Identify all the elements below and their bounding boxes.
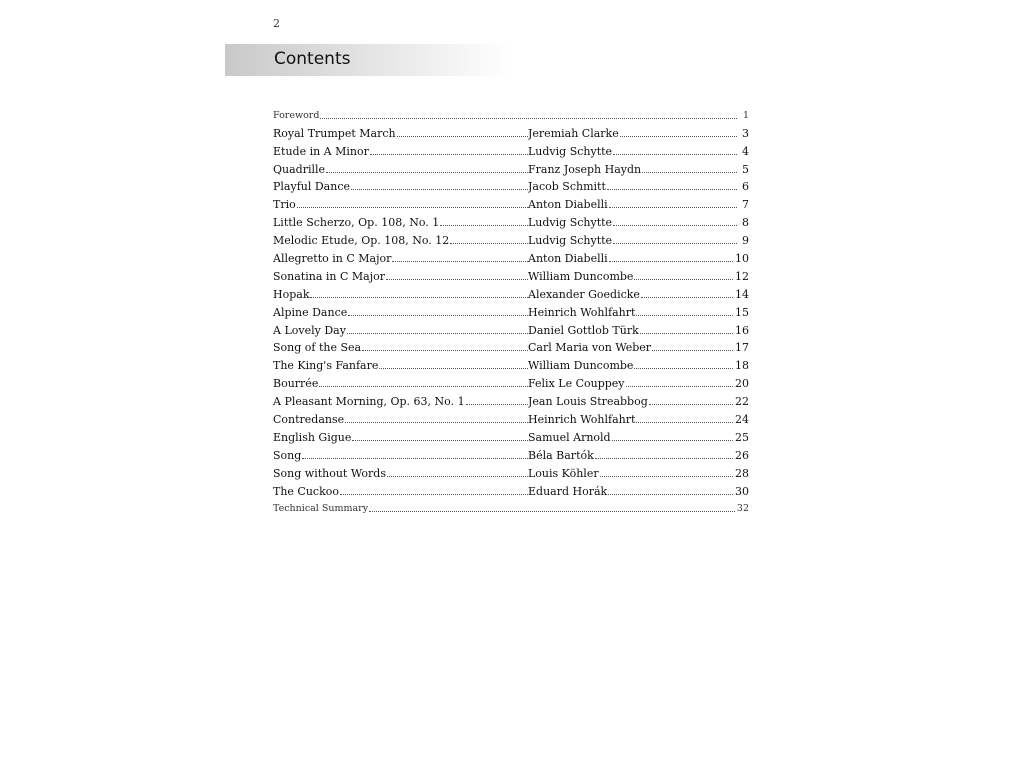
page-ref: 24	[735, 413, 749, 427]
leader-dots	[392, 260, 528, 262]
piece-title: Quadrille	[273, 162, 326, 176]
page-number: 2	[273, 17, 280, 30]
leader-dots	[297, 206, 528, 208]
page-ref: 17	[735, 341, 749, 355]
page-ref: 5	[742, 162, 749, 176]
toc-title-cell	[273, 288, 528, 301]
toc-composer-cell	[528, 431, 749, 444]
toc-composer-cell	[528, 324, 749, 337]
page-ref: 12	[735, 269, 749, 283]
toc-composer-cell	[528, 127, 749, 140]
leader-dots	[642, 171, 737, 173]
toc-row	[273, 247, 749, 265]
toc-composer-cell	[528, 288, 749, 301]
toc-row-technical-summary	[273, 498, 749, 516]
toc-title-cell	[273, 467, 528, 480]
page-ref: 10	[735, 252, 749, 266]
leader-dots	[319, 385, 528, 387]
leader-dots	[386, 278, 528, 280]
toc-title-cell	[273, 270, 528, 283]
leader-dots	[613, 153, 737, 155]
toc-row	[273, 193, 749, 211]
leader-dots	[608, 493, 733, 495]
leader-dots	[387, 475, 528, 477]
toc-row	[273, 390, 749, 408]
toc-title-cell	[273, 306, 528, 319]
leader-dots	[302, 457, 528, 459]
page-ref: 14	[735, 287, 749, 301]
page-ref: 18	[735, 359, 749, 373]
page-ref: 28	[735, 466, 749, 480]
toc-title-cell	[273, 234, 528, 247]
toc-title-cell	[273, 145, 528, 158]
piece-title: Sonatina in C Major	[273, 269, 386, 283]
toc-row	[273, 426, 749, 444]
toc-composer-cell	[528, 413, 749, 426]
leader-dots	[348, 314, 528, 316]
piece-title: Song of the Sea	[273, 341, 362, 355]
foreword-page: 1	[742, 109, 749, 121]
toc-title-cell	[273, 216, 528, 229]
table-of-contents	[273, 104, 749, 515]
leader-dots	[362, 349, 528, 351]
toc-composer-cell	[528, 198, 749, 211]
leader-dots	[450, 242, 528, 244]
toc-composer-cell	[528, 145, 749, 158]
composer-name: Ludvig Schytte	[528, 144, 613, 158]
toc-composer-cell	[528, 180, 749, 193]
toc-row	[273, 283, 749, 301]
toc-composer-cell	[528, 449, 749, 462]
composer-name: Franz Joseph Haydn	[528, 162, 642, 176]
toc-row-foreword	[273, 104, 749, 122]
leader-dots	[634, 278, 733, 280]
composer-name: William Duncombe	[528, 359, 634, 373]
composer-name: Jeremiah Clarke	[528, 126, 619, 140]
toc-title-cell	[273, 377, 528, 390]
technical-summary-label: Technical Summary	[273, 503, 369, 515]
composer-name: Carl Maria von Weber	[528, 341, 652, 355]
composer-name: Heinrich Wohlfahrt	[528, 413, 636, 427]
page-title: Contents	[274, 49, 351, 69]
page-ref: 7	[742, 198, 749, 212]
toc-row	[273, 122, 749, 140]
leader-dots	[609, 260, 733, 262]
toc-composer-cell	[528, 359, 749, 372]
toc-title-cell	[273, 395, 528, 408]
toc-title-cell	[273, 431, 528, 444]
toc-composer-cell	[528, 252, 749, 265]
toc-row	[273, 480, 749, 498]
toc-row	[273, 444, 749, 462]
piece-title: Allegretto in C Major	[273, 252, 392, 266]
foreword-label: Foreword	[273, 109, 320, 121]
toc-title-cell	[273, 485, 528, 498]
toc-cell	[273, 109, 749, 122]
page-ref: 3	[742, 126, 749, 140]
leader-dots	[636, 314, 733, 316]
toc-composer-cell	[528, 341, 749, 354]
leader-dots	[641, 296, 733, 298]
leader-dots	[440, 224, 528, 226]
leader-dots	[466, 403, 528, 405]
toc-row	[273, 211, 749, 229]
page-ref: 20	[735, 377, 749, 391]
piece-title: Song without Words	[273, 466, 386, 480]
leader-dots	[600, 475, 733, 477]
leader-dots	[613, 224, 737, 226]
composer-name: Ludvig Schytte	[528, 216, 613, 230]
toc-composer-cell	[528, 234, 749, 247]
composer-name: Jacob Schmitt	[528, 180, 606, 194]
toc-row	[273, 176, 749, 194]
composer-name: Louis Köhler	[528, 466, 599, 480]
toc-row	[273, 354, 749, 372]
piece-title: Etude in A Minor	[273, 144, 369, 158]
page-ref: 6	[742, 180, 749, 194]
piece-title: English Gigue	[273, 430, 352, 444]
title-band	[225, 44, 510, 76]
toc-row	[273, 140, 749, 158]
leader-dots	[595, 457, 733, 459]
page-ref: 26	[735, 448, 749, 462]
piece-title: Bourrée	[273, 377, 319, 391]
piece-title: Trio	[273, 198, 296, 212]
leader-dots	[397, 135, 528, 137]
page-ref: 22	[735, 395, 749, 409]
piece-title: Hopak	[273, 287, 310, 301]
piece-title: Contredanse	[273, 413, 345, 427]
piece-title: The King's Fanfare	[273, 359, 379, 373]
leader-dots	[352, 439, 528, 441]
composer-name: Heinrich Wohlfahrt	[528, 305, 636, 319]
toc-row	[273, 408, 749, 426]
toc-row	[273, 229, 749, 247]
leader-dots	[640, 332, 733, 334]
piece-title: A Pleasant Morning, Op. 63, No. 1	[273, 395, 465, 409]
page-ref: 15	[735, 305, 749, 319]
toc-row	[273, 372, 749, 390]
composer-name: Béla Bartók	[528, 448, 594, 462]
leader-dots	[609, 206, 737, 208]
composer-name: Daniel Gottlob Türk	[528, 323, 639, 337]
composer-name: Jean Louis Streabbog	[528, 395, 648, 409]
leader-dots	[636, 421, 733, 423]
leader-dots	[370, 153, 528, 155]
toc-row	[273, 337, 749, 355]
composer-name: Anton Diabelli	[528, 252, 608, 266]
composer-name: William Duncombe	[528, 269, 634, 283]
toc-row	[273, 319, 749, 337]
composer-name: Eduard Horák	[528, 484, 608, 498]
piece-title: Royal Trumpet March	[273, 126, 396, 140]
leader-dots	[612, 439, 733, 441]
page-ref: 4	[742, 144, 749, 158]
composer-name: Ludvig Schytte	[528, 234, 613, 248]
toc-title-cell	[273, 163, 528, 176]
toc-title-cell	[273, 198, 528, 211]
toc-title-cell	[273, 359, 528, 372]
toc-composer-cell	[528, 270, 749, 283]
toc-composer-cell	[528, 485, 749, 498]
composer-name: Alexander Goedicke	[528, 287, 640, 301]
piece-title: A Lovely Day	[273, 323, 346, 337]
toc-title-cell	[273, 127, 528, 140]
page-ref: 30	[735, 484, 749, 498]
leader-dots	[607, 188, 737, 190]
leader-dots	[634, 367, 733, 369]
toc-title-cell	[273, 324, 528, 337]
leader-dots	[626, 385, 733, 387]
page-ref: 9	[742, 234, 749, 248]
piece-title: The Cuckoo	[273, 484, 339, 498]
toc-title-cell	[273, 341, 528, 354]
toc-row	[273, 265, 749, 283]
piece-title: Song	[273, 448, 302, 462]
toc-title-cell	[273, 180, 528, 193]
leader-dots	[326, 171, 528, 173]
leader-dots	[347, 332, 528, 334]
page-ref: 8	[742, 216, 749, 230]
technical-summary-page: 32	[736, 503, 749, 515]
leader-dots	[310, 296, 528, 298]
toc-title-cell	[273, 413, 528, 426]
toc-cell	[273, 502, 749, 515]
toc-composer-cell	[528, 306, 749, 319]
piece-title: Playful Dance	[273, 180, 350, 194]
toc-composer-cell	[528, 216, 749, 229]
leader-dots	[379, 367, 528, 369]
piece-title: Melodic Etude, Op. 108, No. 12	[273, 234, 450, 248]
toc-composer-cell	[528, 395, 749, 408]
toc-title-cell	[273, 449, 528, 462]
toc-row	[273, 301, 749, 319]
page-ref: 25	[735, 430, 749, 444]
composer-name: Anton Diabelli	[528, 198, 608, 212]
leader-dots	[351, 188, 528, 190]
leader-dots	[652, 349, 733, 351]
toc-composer-cell	[528, 467, 749, 480]
composer-name: Felix Le Couppey	[528, 377, 625, 391]
toc-composer-cell	[528, 163, 749, 176]
leader-dots	[613, 242, 737, 244]
toc-row	[273, 462, 749, 480]
toc-title-cell	[273, 252, 528, 265]
leader-dots	[340, 493, 528, 495]
toc-composer-cell	[528, 377, 749, 390]
leader-dots	[369, 510, 735, 512]
piece-title: Alpine Dance	[273, 305, 348, 319]
leader-dots	[620, 135, 737, 137]
leader-dots	[320, 117, 737, 119]
leader-dots	[345, 421, 528, 423]
piece-title: Little Scherzo, Op. 108, No. 1	[273, 216, 440, 230]
leader-dots	[649, 403, 733, 405]
page-ref: 16	[735, 323, 749, 337]
composer-name: Samuel Arnold	[528, 430, 611, 444]
toc-row	[273, 158, 749, 176]
